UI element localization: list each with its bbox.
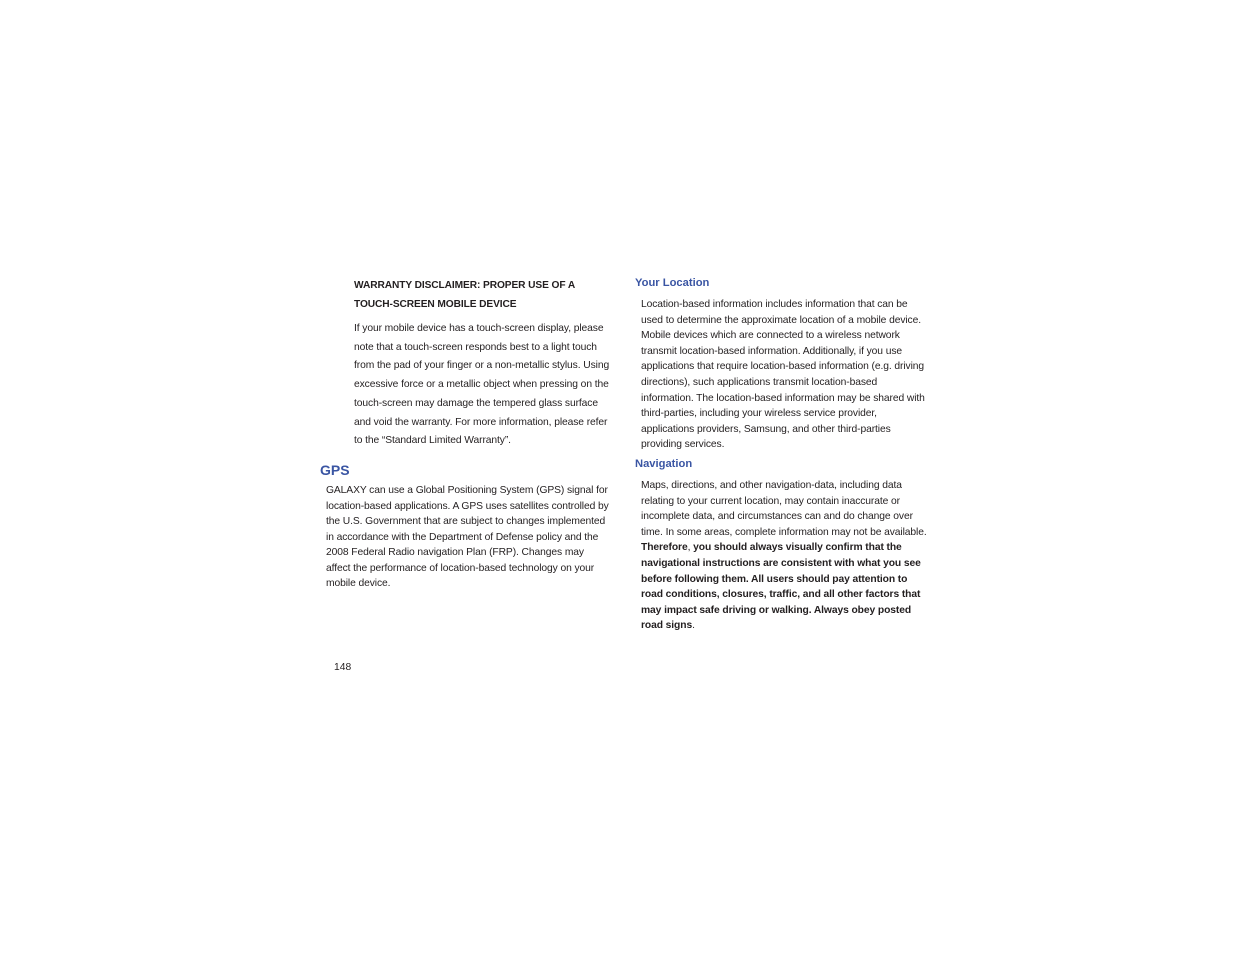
navigation-body-bold-warning: you should always visually confirm that the navigational instructions are consistent with what you see before following them. All users should pay attention to road conditions, closures, traffic, and all other factors that may impact safe driving or walking. Always obey posted road signs	[641, 542, 921, 632]
your-location-body: Location-based information includes information that can be used to determine the approximate location of a mobile device. Mobile devices which are connected to a wireless network transmit location-based information. Additionally, if you use applications that require location-based information (e.g. driving directions), such applications transmit location-based information. The location-based information may be shared with third-parties, including your wireless service provider, applications providers, Samsung, and other third-parties providing services.	[641, 299, 925, 451]
gps-heading: GPS	[320, 461, 350, 478]
navigation-body-comma: ,	[687, 542, 694, 554]
your-location-heading: Your Location	[635, 277, 710, 289]
warranty-title-line-2: TOUCH-SCREEN MOBILE DEVICE	[354, 299, 517, 310]
warranty-disclaimer-body: If your mobile device has a touch-screen display, please note that a touch-screen responds best to a light touch from the pad of your finger or a non-metallic stylus. Using excessive force or a metallic object when pressing on the touch-screen may damage the tempered glass surface and void the warranty. For more information, please refer to the “Standard Limited Warranty”.	[354, 323, 610, 447]
left-column	[320, 276, 610, 592]
navigation-body-end: .	[692, 620, 695, 632]
gps-body: GALAXY can use a Global Positioning System (GPS) signal for location-based applications. A GPS uses satellites controlled by the U.S. Government that are subject to changes implemented in accordance with the Department of Defense policy and the 2008 Federal Radio navigation Plan (FRP). Changes may affect the performance of location-based technology on your mobile device.	[326, 484, 609, 590]
navigation-heading: Navigation	[635, 457, 693, 470]
right-column	[635, 276, 927, 634]
page-number: 148	[334, 662, 352, 673]
navigation-body-plain: Maps, directions, and other navigation-data, including data relating to your current location, may contain inaccurate or incomplete data, and circumstances can and do change over time. In some areas, complete information may not be available.	[641, 479, 927, 538]
warranty-disclaimer-title	[354, 276, 610, 314]
navigation-body-bold-therefore: Therefore	[641, 542, 688, 554]
warranty-title-line-1: WARRANTY DISCLAIMER: PROPER USE OF A	[354, 280, 576, 291]
navigation-body	[641, 478, 927, 634]
